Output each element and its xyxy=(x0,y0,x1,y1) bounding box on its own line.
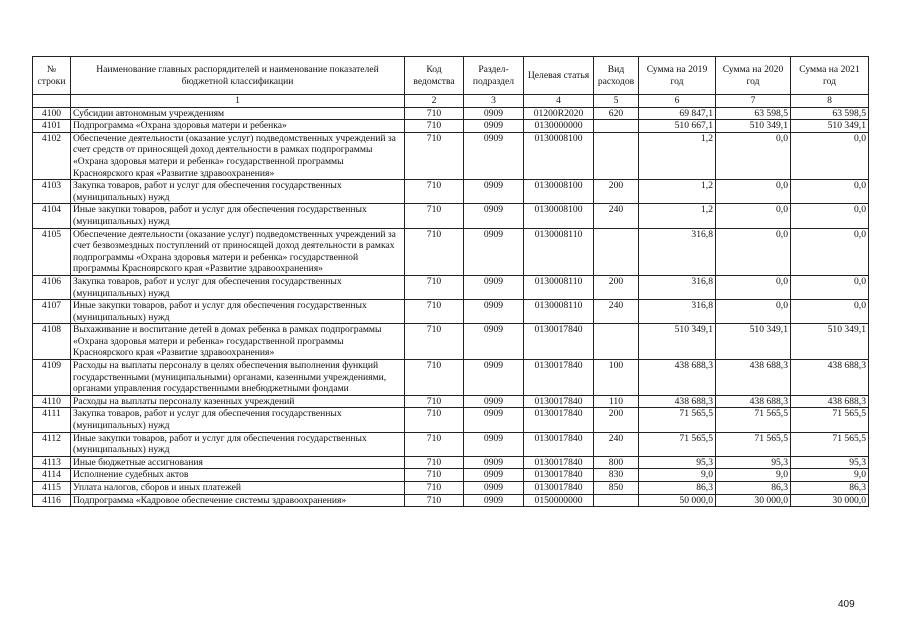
row-sum-2021: 0,0 xyxy=(791,228,869,275)
table-row xyxy=(33,408,869,432)
row-sum-2020: 0,0 xyxy=(716,228,791,275)
row-section-code: 0909 xyxy=(464,180,524,204)
row-sum-2019: 95,3 xyxy=(639,456,716,469)
row-target-code: 0130017840 xyxy=(524,360,594,396)
row-number: 4115 xyxy=(33,482,71,495)
row-dept-code: 710 xyxy=(405,120,464,133)
row-dept-code: 710 xyxy=(405,395,464,408)
table-row xyxy=(33,469,869,482)
row-sum-2021: 0,0 xyxy=(791,204,869,228)
row-dept-code: 710 xyxy=(405,494,464,507)
row-sum-2020: 63 598,5 xyxy=(716,107,791,120)
row-name: Обеспечение деятельности (оказание услуг) подведомственных учреждений за счет средств от приносящей доход деятельности в рамках подпрограммы «Охрана здоровья матери и ребенка» государственной программы Красноярского края «Развитие здравоохранения» xyxy=(71,132,405,179)
row-name: Выхаживание и воспитание детей в домах ребенка в рамках подпрограммы «Охрана здоровья матери и ребенка» государственной программы Красноярского края «Развитие здравоохранения» xyxy=(71,324,405,360)
row-section-code: 0909 xyxy=(464,300,524,324)
row-target-code: 0130017840 xyxy=(524,482,594,495)
row-sum-2021: 95,3 xyxy=(791,456,869,469)
row-section-code: 0909 xyxy=(464,120,524,133)
row-sum-2021: 71 565,5 xyxy=(791,408,869,432)
table-row xyxy=(33,132,869,179)
row-target-code: 0130017840 xyxy=(524,395,594,408)
row-sum-2020: 510 349,1 xyxy=(716,120,791,133)
row-target-code: 0130008100 xyxy=(524,180,594,204)
header-name: Наименование главных распорядителей и наименование показателей бюджетной классификации xyxy=(71,57,405,95)
table-row xyxy=(33,395,869,408)
row-target-code: 0130008110 xyxy=(524,300,594,324)
row-name: Исполнение судебных актов xyxy=(71,469,405,482)
row-name: Иные бюджетные ассигнования xyxy=(71,456,405,469)
row-section-code: 0909 xyxy=(464,408,524,432)
row-sum-2020: 71 565,5 xyxy=(716,432,791,456)
table-row xyxy=(33,120,869,133)
row-dept-code: 710 xyxy=(405,228,464,275)
row-kind-code xyxy=(594,324,639,360)
row-section-code: 0909 xyxy=(464,456,524,469)
column-index: 5 xyxy=(594,95,639,108)
row-dept-code: 710 xyxy=(405,107,464,120)
row-sum-2021: 510 349,1 xyxy=(791,120,869,133)
row-target-code: 0130008100 xyxy=(524,204,594,228)
row-target-code: 0130017840 xyxy=(524,456,594,469)
row-dept-code: 710 xyxy=(405,408,464,432)
row-kind-code: 850 xyxy=(594,482,639,495)
table-row xyxy=(33,360,869,396)
row-sum-2019: 71 565,5 xyxy=(639,432,716,456)
row-sum-2019: 1,2 xyxy=(639,132,716,179)
row-number: 4104 xyxy=(33,204,71,228)
row-dept-code: 710 xyxy=(405,482,464,495)
row-dept-code: 710 xyxy=(405,180,464,204)
row-sum-2021: 86,3 xyxy=(791,482,869,495)
row-kind-code: 240 xyxy=(594,300,639,324)
row-dept-code: 710 xyxy=(405,456,464,469)
row-sum-2021: 510 349,1 xyxy=(791,324,869,360)
row-sum-2021: 0,0 xyxy=(791,132,869,179)
row-number: 4107 xyxy=(33,300,71,324)
table-row xyxy=(33,107,869,120)
row-sum-2020: 9,0 xyxy=(716,469,791,482)
column-index: 6 xyxy=(639,95,716,108)
row-number: 4101 xyxy=(33,120,71,133)
table-row xyxy=(33,180,869,204)
row-target-code: 0130008100 xyxy=(524,132,594,179)
table-row xyxy=(33,456,869,469)
column-index: 7 xyxy=(716,95,791,108)
header-row-no: № строки xyxy=(33,57,71,95)
row-name: Подпрограмма «Кадровое обеспечение системы здравоохранения» xyxy=(71,494,405,507)
row-sum-2021: 71 565,5 xyxy=(791,432,869,456)
row-name: Иные закупки товаров, работ и услуг для обеспечения государственных (муниципальных) нужд xyxy=(71,300,405,324)
row-sum-2021: 0,0 xyxy=(791,275,869,299)
row-section-code: 0909 xyxy=(464,482,524,495)
row-kind-code xyxy=(594,494,639,507)
row-sum-2019: 316,8 xyxy=(639,275,716,299)
table-row xyxy=(33,494,869,507)
table-row xyxy=(33,228,869,275)
row-sum-2020: 438 688,3 xyxy=(716,360,791,396)
column-index: 4 xyxy=(524,95,594,108)
header-sum-2021: Сумма на 2021 год xyxy=(791,57,869,95)
row-sum-2020: 0,0 xyxy=(716,180,791,204)
row-kind-code: 240 xyxy=(594,204,639,228)
column-index: 1 xyxy=(71,95,405,108)
row-number: 4108 xyxy=(33,324,71,360)
row-target-code: 0130017840 xyxy=(524,469,594,482)
row-sum-2020: 30 000,0 xyxy=(716,494,791,507)
row-number: 4102 xyxy=(33,132,71,179)
header-kind: Вид расходов xyxy=(594,57,639,95)
row-kind-code: 200 xyxy=(594,180,639,204)
row-name: Иные закупки товаров, работ и услуг для обеспечения государственных (муниципальных) нужд xyxy=(71,204,405,228)
column-index: 3 xyxy=(464,95,524,108)
column-index xyxy=(33,95,71,108)
row-dept-code: 710 xyxy=(405,432,464,456)
row-target-code: 0130017840 xyxy=(524,408,594,432)
row-name: Иные закупки товаров, работ и услуг для обеспечения государственных (муниципальных) нужд xyxy=(71,432,405,456)
row-section-code: 0909 xyxy=(464,132,524,179)
row-sum-2019: 69 847,1 xyxy=(639,107,716,120)
row-kind-code: 200 xyxy=(594,408,639,432)
row-section-code: 0909 xyxy=(464,107,524,120)
table-row xyxy=(33,300,869,324)
row-section-code: 0909 xyxy=(464,494,524,507)
row-number: 4105 xyxy=(33,228,71,275)
row-sum-2019: 510 667,1 xyxy=(639,120,716,133)
row-kind-code: 830 xyxy=(594,469,639,482)
row-dept-code: 710 xyxy=(405,300,464,324)
row-name: Субсидии автономным учреждениям xyxy=(71,107,405,120)
row-section-code: 0909 xyxy=(464,324,524,360)
row-section-code: 0909 xyxy=(464,432,524,456)
row-sum-2020: 86,3 xyxy=(716,482,791,495)
row-sum-2020: 0,0 xyxy=(716,132,791,179)
header-section: Раздел-подраздел xyxy=(464,57,524,95)
row-number: 4114 xyxy=(33,469,71,482)
row-sum-2019: 1,2 xyxy=(639,204,716,228)
row-sum-2020: 0,0 xyxy=(716,300,791,324)
table-row xyxy=(33,432,869,456)
row-kind-code: 800 xyxy=(594,456,639,469)
row-name: Подпрограмма «Охрана здоровья матери и ребенка» xyxy=(71,120,405,133)
row-target-code: 01200R2020 xyxy=(524,107,594,120)
row-sum-2020: 0,0 xyxy=(716,275,791,299)
row-section-code: 0909 xyxy=(464,275,524,299)
row-sum-2020: 71 565,5 xyxy=(716,408,791,432)
row-sum-2019: 1,2 xyxy=(639,180,716,204)
row-target-code: 0130008110 xyxy=(524,275,594,299)
page-number: 409 xyxy=(838,599,855,610)
table-row xyxy=(33,324,869,360)
header-dept: Код ведомства xyxy=(405,57,464,95)
row-target-code: 0150000000 xyxy=(524,494,594,507)
table-row xyxy=(33,275,869,299)
row-sum-2020: 0,0 xyxy=(716,204,791,228)
row-kind-code: 200 xyxy=(594,275,639,299)
row-dept-code: 710 xyxy=(405,360,464,396)
row-name: Расходы на выплаты персоналу в целях обеспечения выполнения функций государственными (муниципальными) органами, казенными учреждениями, органами управления государственными внебюджетными фондами xyxy=(71,360,405,396)
row-name: Уплата налогов, сборов и иных платежей xyxy=(71,482,405,495)
row-sum-2021: 0,0 xyxy=(791,180,869,204)
row-sum-2019: 438 688,3 xyxy=(639,395,716,408)
row-sum-2019: 86,3 xyxy=(639,482,716,495)
row-sum-2021: 9,0 xyxy=(791,469,869,482)
row-sum-2021: 30 000,0 xyxy=(791,494,869,507)
row-section-code: 0909 xyxy=(464,228,524,275)
row-number: 4100 xyxy=(33,107,71,120)
header-target: Целевая статья xyxy=(524,57,594,95)
row-sum-2019: 316,8 xyxy=(639,300,716,324)
row-number: 4103 xyxy=(33,180,71,204)
row-sum-2021: 0,0 xyxy=(791,300,869,324)
row-sum-2019: 71 565,5 xyxy=(639,408,716,432)
row-sum-2020: 438 688,3 xyxy=(716,395,791,408)
row-dept-code: 710 xyxy=(405,275,464,299)
row-name: Обеспечение деятельности (оказание услуг) подведомственных учреждений за счет безвозмездных поступлений от приносящей доход деятельности в рамках подпрограммы «Охрана здоровья матери и ребенка» государственной программы Красноярского края «Развитие здравоохранения» xyxy=(71,228,405,275)
row-name: Расходы на выплаты персоналу казенных учреждений xyxy=(71,395,405,408)
row-kind-code: 240 xyxy=(594,432,639,456)
row-kind-code xyxy=(594,132,639,179)
row-kind-code xyxy=(594,228,639,275)
row-sum-2021: 438 688,3 xyxy=(791,360,869,396)
row-dept-code: 710 xyxy=(405,204,464,228)
row-sum-2019: 50 000,0 xyxy=(639,494,716,507)
row-sum-2019: 9,0 xyxy=(639,469,716,482)
row-dept-code: 710 xyxy=(405,324,464,360)
row-dept-code: 710 xyxy=(405,132,464,179)
header-sum-2020: Сумма на 2020 год xyxy=(716,57,791,95)
row-sum-2019: 510 349,1 xyxy=(639,324,716,360)
row-name: Закупка товаров, работ и услуг для обеспечения государственных (муниципальных) нужд xyxy=(71,180,405,204)
row-sum-2020: 510 349,1 xyxy=(716,324,791,360)
row-kind-code: 110 xyxy=(594,395,639,408)
row-section-code: 0909 xyxy=(464,395,524,408)
row-target-code: 0130017840 xyxy=(524,432,594,456)
row-kind-code xyxy=(594,120,639,133)
row-number: 4109 xyxy=(33,360,71,396)
table-row xyxy=(33,482,869,495)
row-sum-2019: 316,8 xyxy=(639,228,716,275)
row-dept-code: 710 xyxy=(405,469,464,482)
table-row xyxy=(33,204,869,228)
row-sum-2021: 63 598,5 xyxy=(791,107,869,120)
row-number: 4112 xyxy=(33,432,71,456)
row-number: 4106 xyxy=(33,275,71,299)
row-target-code: 0130008110 xyxy=(524,228,594,275)
row-sum-2021: 438 688,3 xyxy=(791,395,869,408)
budget-table xyxy=(32,56,869,507)
table-body xyxy=(33,107,869,507)
row-number: 4111 xyxy=(33,408,71,432)
column-index-row xyxy=(33,95,869,108)
row-number: 4110 xyxy=(33,395,71,408)
header-sum-2019: Сумма на 2019 год xyxy=(639,57,716,95)
row-number: 4116 xyxy=(33,494,71,507)
row-target-code: 0130000000 xyxy=(524,120,594,133)
row-kind-code: 620 xyxy=(594,107,639,120)
row-section-code: 0909 xyxy=(464,469,524,482)
row-name: Закупка товаров, работ и услуг для обеспечения государственных (муниципальных) нужд xyxy=(71,408,405,432)
row-name: Закупка товаров, работ и услуг для обеспечения государственных (муниципальных) нужд xyxy=(71,275,405,299)
row-section-code: 0909 xyxy=(464,360,524,396)
table-header-row xyxy=(33,57,869,95)
column-index: 8 xyxy=(791,95,869,108)
row-section-code: 0909 xyxy=(464,204,524,228)
row-number: 4113 xyxy=(33,456,71,469)
row-sum-2020: 95,3 xyxy=(716,456,791,469)
row-sum-2019: 438 688,3 xyxy=(639,360,716,396)
row-kind-code: 100 xyxy=(594,360,639,396)
column-index: 2 xyxy=(405,95,464,108)
row-target-code: 0130017840 xyxy=(524,324,594,360)
